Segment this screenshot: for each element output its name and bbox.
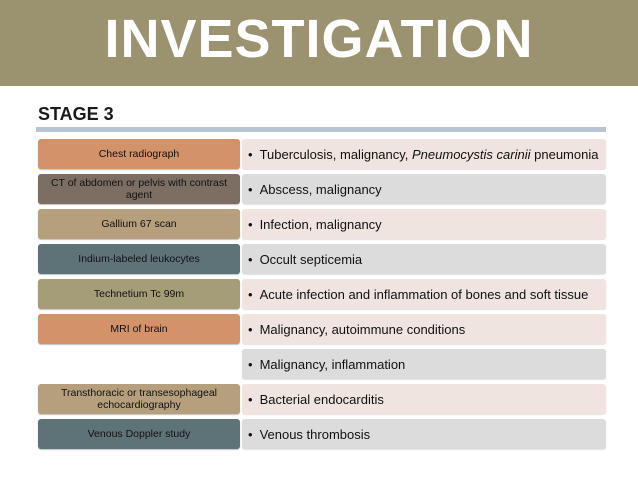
finding-text — [260, 147, 599, 162]
finding-text — [260, 357, 406, 372]
test-cell — [38, 139, 240, 169]
bullet-icon: • — [248, 216, 253, 232]
finding-pre: Occult septicemia — [259, 251, 363, 267]
finding-cell — [242, 139, 606, 169]
finding-cell — [242, 419, 606, 449]
finding-text — [260, 427, 371, 442]
finding-text — [260, 392, 384, 407]
table-row — [38, 419, 608, 449]
test-cell — [38, 174, 240, 204]
finding-cell — [242, 174, 606, 204]
finding-cell — [242, 384, 606, 414]
finding-text — [260, 287, 589, 302]
finding-cell — [242, 279, 606, 309]
finding-pre: Bacterial endocarditis — [259, 391, 384, 407]
finding-text — [260, 322, 466, 337]
finding-pre: Tuberculosis, malignancy, — [259, 146, 413, 162]
bullet-icon: • — [248, 356, 253, 372]
table-row — [38, 174, 608, 204]
table-row — [38, 314, 608, 344]
bullet-icon: • — [248, 146, 253, 162]
finding-pre: Malignancy, inflammation — [259, 356, 406, 372]
test-label: Indium-labeled leukocytes — [78, 253, 200, 265]
stage-heading: STAGE 3 — [38, 104, 114, 124]
test-label: Venous Doppler study — [87, 428, 191, 440]
bullet-icon: • — [248, 286, 253, 302]
finding-cell — [242, 314, 606, 344]
test-label: MRI of brain — [110, 323, 168, 335]
test-cell — [38, 419, 240, 449]
finding-text — [260, 252, 363, 267]
test-cell — [38, 349, 240, 379]
finding-post: pneumonia — [530, 146, 599, 162]
finding-pre: Infection, malignancy — [259, 216, 382, 232]
test-label: Gallium 67 scan — [101, 218, 177, 230]
slide-title: INVESTIGATION — [104, 9, 534, 69]
table-row — [38, 279, 608, 309]
test-label: Chest radiograph — [98, 148, 180, 160]
heading-divider — [36, 127, 606, 132]
bullet-icon: • — [248, 426, 253, 442]
bullet-icon: • — [248, 181, 253, 197]
test-cell — [38, 314, 240, 344]
finding-text — [260, 182, 382, 197]
finding-pre: Abscess, malignancy — [259, 181, 382, 197]
table-row — [38, 384, 608, 414]
test-label: Technetium Tc 99m — [93, 288, 185, 300]
finding-cell — [242, 244, 606, 274]
finding-pre: Venous thrombosis — [259, 426, 371, 442]
table-row — [38, 349, 608, 379]
finding-pre: Acute infection and inflammation of bones and soft tissue — [259, 286, 589, 302]
bullet-icon: • — [248, 321, 253, 337]
test-cell — [38, 279, 240, 309]
finding-pre: Malignancy, autoimmune conditions — [259, 321, 466, 337]
finding-italic: Pneumocystis carinii — [412, 146, 531, 162]
test-cell — [38, 209, 240, 239]
finding-cell — [242, 349, 606, 379]
table-row — [38, 209, 608, 239]
finding-cell — [242, 209, 606, 239]
bullet-icon: • — [248, 251, 253, 267]
title-banner — [0, 0, 638, 86]
test-label: CT of abdomen or pelvis with contrast agent — [50, 177, 228, 201]
table-row — [38, 139, 608, 169]
test-label: Transthoracic or transesophageal echocardiography — [60, 387, 218, 411]
finding-text — [260, 217, 382, 232]
test-cell — [38, 384, 240, 414]
test-cell — [38, 244, 240, 274]
table-row — [38, 244, 608, 274]
bullet-icon: • — [248, 391, 253, 407]
